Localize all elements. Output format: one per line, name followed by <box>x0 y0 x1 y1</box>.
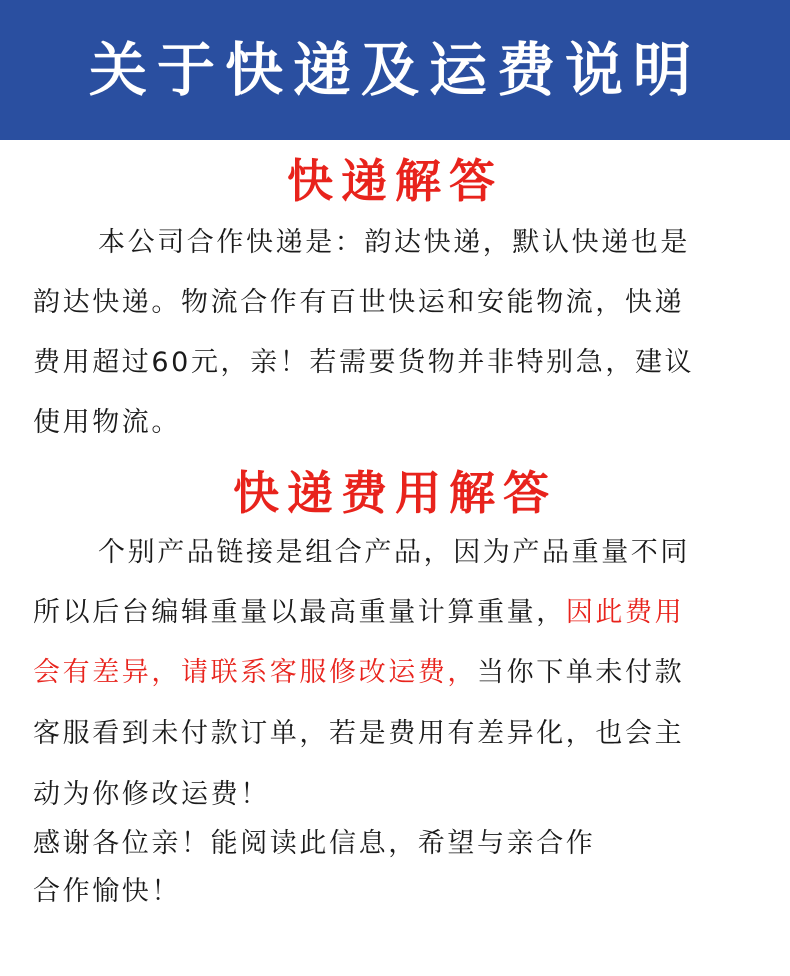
section-title-express: 快递解答 <box>287 154 503 208</box>
express-paragraph-line-1: 本公司合作快递是：韵达快递，默认快递也是 <box>98 227 690 258</box>
express-paragraph-line-4: 使用物流。 <box>33 407 181 438</box>
fee-paragraph-line-2 <box>33 599 684 626</box>
fee-line-3-text: 当你下单未付款 <box>477 657 685 688</box>
fee-paragraph-line-5: 动为你修改运费！ <box>33 779 270 810</box>
fee-paragraph-line-1: 个别产品链接是组合产品，因为产品重量不同 <box>98 537 690 568</box>
section-title-shipping-fee: 快递费用解答 <box>233 466 557 520</box>
closing-line-1: 感谢各位亲！能阅读此信息，希望与亲合作 <box>33 828 596 859</box>
fee-paragraph-line-4: 客服看到未付款订单，若是费用有差异化，也会主 <box>33 718 685 749</box>
closing-line-2: 合作愉快！ <box>33 876 181 907</box>
express-paragraph-line-2: 韵达快递。物流合作有百世快运和安能物流，快递 <box>33 287 685 318</box>
fee-line-3-highlight: 会有差异，请联系客服修改运费， <box>33 657 477 688</box>
fee-line-2-highlight: 因此费用 <box>565 597 685 628</box>
express-paragraph-line-3: 费用超过60元，亲！若需要货物并非特别急，建议 <box>33 347 695 378</box>
fee-paragraph-line-3 <box>33 659 684 686</box>
header-banner <box>0 0 790 140</box>
fee-line-2-text: 所以后台编辑重量以最高重量计算重量， <box>33 597 566 628</box>
page-title: 关于快递及运费说明 <box>88 36 701 104</box>
